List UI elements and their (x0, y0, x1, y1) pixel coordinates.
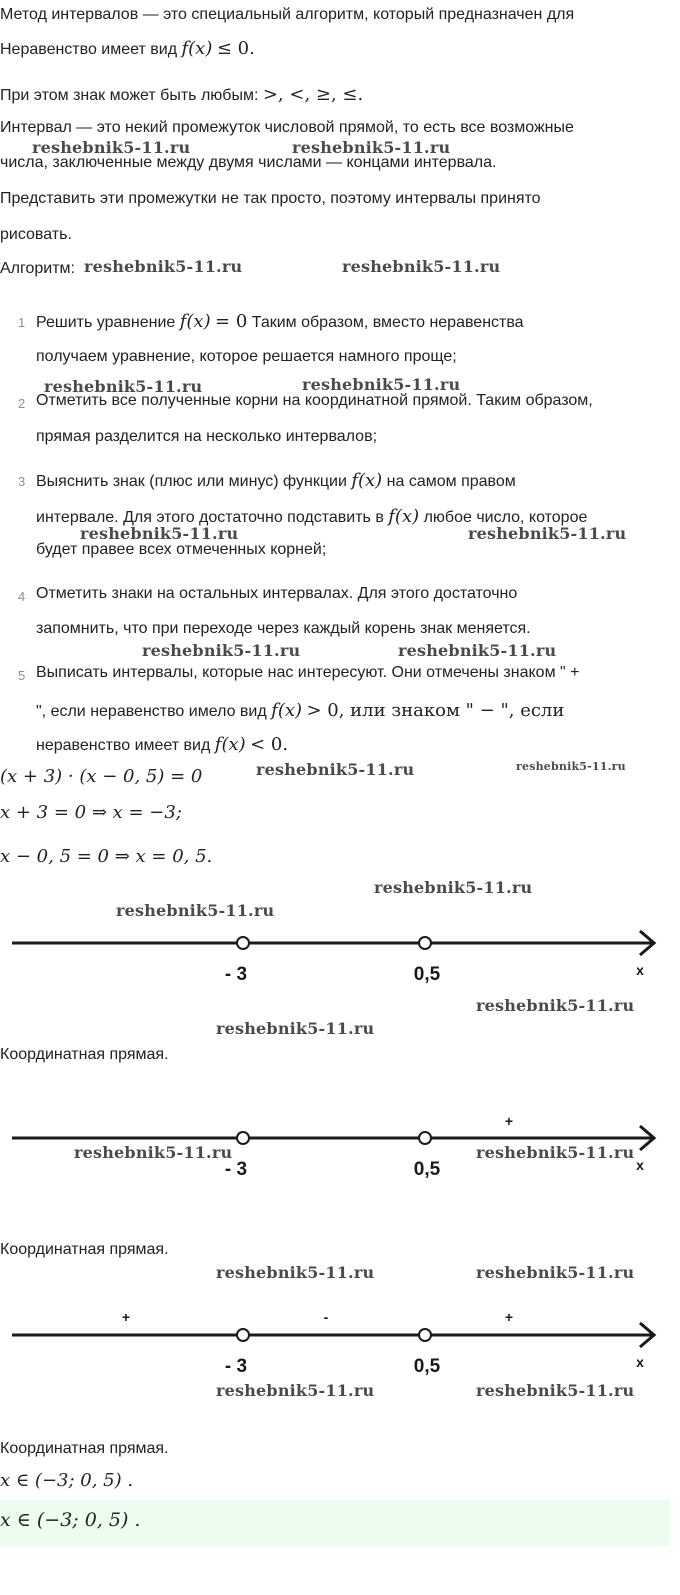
axis-label: x (636, 1354, 644, 1370)
step-4-line-b: запомнить, что при переходе через каждый корень знак меняется. (36, 620, 531, 637)
axis-label: x (636, 1157, 644, 1173)
point-label: - 3 (224, 1159, 248, 1180)
watermark: reshebnik5-11.ru (476, 1143, 635, 1162)
watermark: reshebnik5-11.ru (476, 1263, 635, 1282)
caption-3: Координатная прямая. (0, 1440, 169, 1457)
point-minus-3 (237, 1329, 249, 1341)
step-number: 1 (18, 315, 26, 330)
intro-line-4: Интервал — это некий промежуток числовой прямой, то есть все возможные (0, 119, 574, 136)
point-0-5 (419, 937, 431, 949)
watermark: reshebnik5-11.ru (216, 1019, 375, 1038)
intro-line-2: Неравенство имеет вид f(x) ≤ 0. (0, 38, 255, 59)
axis-label: x (636, 962, 644, 978)
point-label: - 3 (224, 964, 248, 985)
step-number: 5 (18, 668, 26, 683)
intro-line-6: Представить эти промежутки не так просто, поэтому интервалы принято (0, 190, 541, 207)
point-label: 0,5 (413, 1356, 441, 1375)
equation-root-1: x + 3 = 0 ⇒ x = −3; (0, 802, 182, 823)
watermark: reshebnik5-11.ru (398, 641, 557, 660)
watermark: reshebnik5-11.ru (468, 524, 627, 543)
sign-label: + (121, 1309, 131, 1325)
step-3-line-a: Выяснить знак (плюс или минус) функции f(x) на самом правом (36, 470, 516, 491)
step-number: 4 (18, 589, 26, 604)
watermark: reshebnik5-11.ru (116, 901, 275, 920)
step-1-line-a: Решить уравнение f(x) = 0 Таким образом, вместо неравенства (36, 311, 524, 332)
intro-line-1: Метод интервалов — это специальный алгоритм, который предназначен для (0, 6, 575, 23)
step-2-line-b: прямая разделится на несколько интервалов; (36, 428, 378, 445)
step-3-line-c: будет правее всех отмеченных корней; (36, 541, 327, 558)
watermark: reshebnik5-11.ru (142, 641, 301, 660)
intro-line-5: числа, заключенные между двумя числами — концами интервала. (0, 154, 497, 171)
intro-line-3: При этом знак может быть любым: >, <, ≥, ≤. (0, 84, 364, 105)
step-5-line-a: Выписать интервалы, которые нас интересуют. Они отмечены знаком " + (36, 664, 580, 681)
watermark: reshebnik5-11.ru (216, 1381, 375, 1400)
intro-line-7: рисовать. (0, 226, 72, 243)
watermark: reshebnik5-11.ru (374, 878, 533, 897)
step-5-line-c: неравенство имеет вид f(x) < 0. (36, 734, 289, 755)
watermark: reshebnik5-11.ru (256, 760, 415, 779)
number-line-1 (0, 925, 670, 985)
algorithm-label: Алгоритм: (0, 260, 75, 277)
sign-label: + (504, 1309, 514, 1325)
number-line-3 (0, 1305, 670, 1375)
answer-text: x ∈ (−3; 0, 5) . (0, 1509, 141, 1531)
watermark: reshebnik5-11.ru (516, 760, 626, 773)
point-0-5 (419, 1329, 431, 1341)
caption-1: Координатная прямая. (0, 1046, 169, 1063)
sign-label: + (504, 1113, 514, 1129)
caption-2: Координатная прямая. (0, 1241, 169, 1258)
point-minus-3 (237, 937, 249, 949)
point-label: 0,5 (413, 964, 441, 985)
equation-root-2: x − 0, 5 = 0 ⇒ x = 0, 5. (0, 846, 213, 867)
watermark: reshebnik5-11.ru (476, 1381, 635, 1400)
step-2-line-a: Отметить все полученные корни на координатной прямой. Таким образом, (36, 392, 593, 409)
step-5-line-b: ", если неравенство имело вид f(x) > 0, или знаком " − ", если (36, 700, 565, 721)
step-3-line-b: интервале. Для этого достаточно подставить в f(x) любое число, которое (36, 506, 588, 527)
watermark: reshebnik5-11.ru (32, 138, 191, 157)
watermark: reshebnik5-11.ru (84, 257, 243, 276)
watermark: reshebnik5-11.ru (302, 375, 461, 394)
step-4-line-a: Отметить знаки на остальных интервалах. Для этого достаточно (36, 585, 518, 602)
watermark: reshebnik5-11.ru (74, 1143, 233, 1162)
watermark: reshebnik5-11.ru (342, 257, 501, 276)
equation-product: (x + 3) · (x − 0, 5) = 0 (0, 766, 203, 787)
watermark: reshebnik5-11.ru (80, 524, 239, 543)
step-1-line-b: получаем уравнение, которое решается намного проще; (36, 348, 457, 365)
watermark: reshebnik5-11.ru (476, 996, 635, 1015)
point-0-5 (419, 1132, 431, 1144)
watermark: reshebnik5-11.ru (44, 377, 203, 396)
result-line: x ∈ (−3; 0, 5) . (0, 1470, 134, 1491)
watermark: reshebnik5-11.ru (216, 1263, 375, 1282)
step-number: 2 (18, 396, 26, 411)
point-label: - 3 (224, 1356, 248, 1375)
sign-label: - (323, 1309, 329, 1325)
point-minus-3 (237, 1132, 249, 1144)
point-label: 0,5 (413, 1159, 441, 1180)
watermark: reshebnik5-11.ru (292, 138, 451, 157)
step-number: 3 (18, 474, 26, 489)
